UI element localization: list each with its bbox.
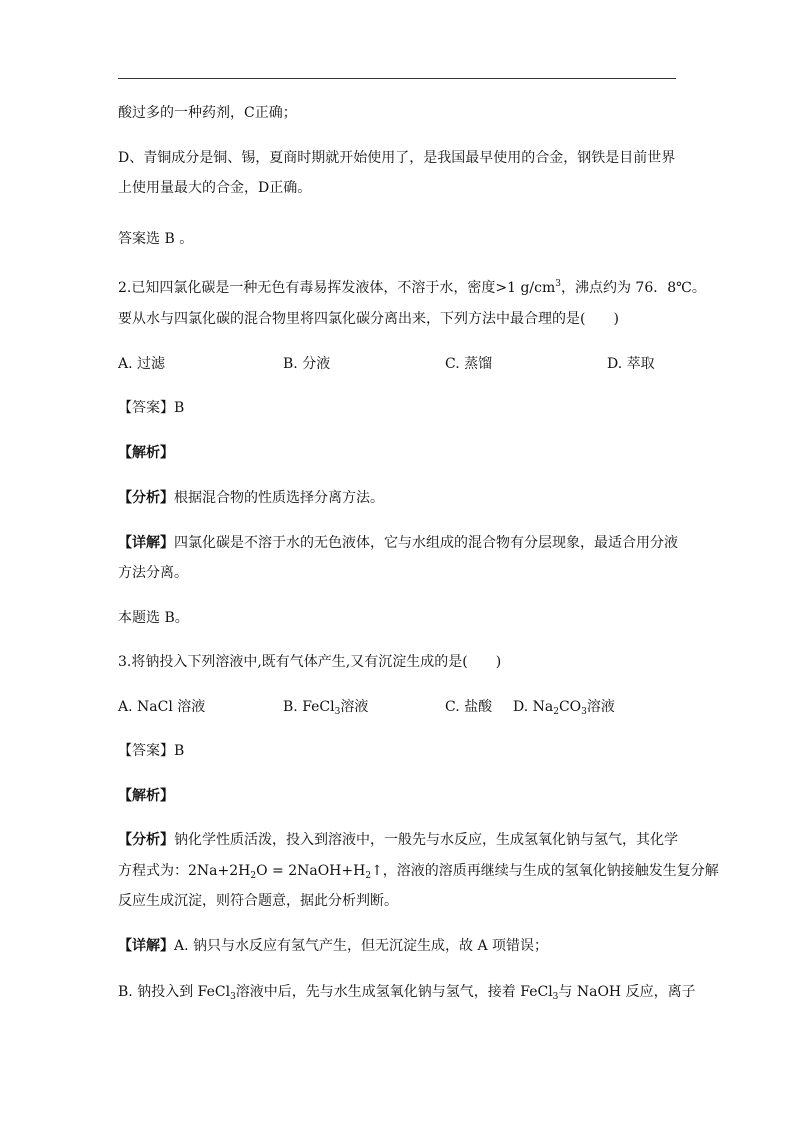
question-3-option-c: C. 盐酸 bbox=[445, 699, 493, 715]
question-2-fenxi-text: 根据混合物的性质选择分离方法。 bbox=[174, 490, 384, 506]
question-3-detail-b-post: 与 NaOH 反应，离子 bbox=[558, 984, 696, 1000]
question-2-option-b: B. 分液 bbox=[283, 356, 331, 372]
question-3-option-d-pre: D. Na bbox=[513, 699, 554, 715]
question-2-answer: 【答案】B bbox=[118, 400, 185, 416]
question-2-stem-superscript: 3 bbox=[555, 279, 561, 289]
question-3-fenxi-line-3: 反应生成沉淀，则符合题意，据此分析判断。 bbox=[118, 893, 398, 909]
question-3-detail-b-subscript-1: 3 bbox=[230, 992, 236, 1002]
question-3-detail-a-text: A. 钠只与水反应有氢气产生，但无沉淀生成，故 A 项错误； bbox=[174, 938, 549, 954]
question-3-analysis-heading: 【解析】 bbox=[118, 788, 174, 804]
question-3-detail-a bbox=[118, 936, 548, 956]
paragraph-d-line-1: D、青铜成分是铜、锡，夏商时期就开始使用了，是我国最早使用的合金，钢铁是目前世界 bbox=[118, 150, 676, 166]
question-3-fenxi-eq-c: ↑，溶液的溶质再继续与生成的氢氧化钠接触发生复分解 bbox=[371, 863, 719, 879]
question-3-fenxi-eq-a: 方程式为：2Na+2H bbox=[118, 863, 251, 879]
question-3-stem: 3.将钠投入下列溶液中,既有气体产生,又有沉淀生成的是( ) bbox=[118, 654, 502, 670]
question-3-option-b-post: 溶液 bbox=[340, 699, 369, 715]
question-3-option-b bbox=[283, 697, 368, 717]
question-2-fenxi bbox=[118, 488, 384, 508]
question-3-answer: 【答案】B bbox=[118, 743, 185, 759]
question-2-analysis-heading: 【解析】 bbox=[118, 445, 174, 461]
question-3-option-d-subscript-2: 3 bbox=[581, 707, 587, 717]
question-2-option-c: C. 蒸馏 bbox=[445, 356, 493, 372]
question-3-detail-label: 【详解】 bbox=[118, 938, 174, 954]
question-2-detail-line-1 bbox=[118, 533, 678, 553]
question-2-fenxi-label: 【分析】 bbox=[118, 490, 174, 506]
question-3-fenxi-line-1 bbox=[118, 830, 678, 850]
question-3-fenxi-eq-b: O = 2NaOH+H bbox=[256, 863, 366, 879]
question-2-detail-line-2: 方法分离。 bbox=[118, 565, 188, 581]
question-2-stem-text-a: 2.已知四氯化碳是一种无色有毒易挥发液体，不溶于水，密度>1 g/cm bbox=[118, 280, 556, 296]
question-3-detail-b-subscript-2: 3 bbox=[552, 992, 559, 1002]
question-3-fenxi-eq-sub-1: 2 bbox=[250, 871, 257, 881]
question-2-stem-line-1 bbox=[118, 278, 706, 298]
question-2-detail-label: 【详解】 bbox=[118, 535, 174, 551]
question-3-option-b-subscript: 3 bbox=[334, 707, 341, 717]
question-3-detail-b-mid: 溶液中后，先与水生成氢氧化钠与氢气，接着 FeCl bbox=[235, 984, 553, 1000]
question-3-option-a: A. NaCl 溶液 bbox=[118, 699, 206, 715]
question-3-detail-b-pre: B. 钠投入到 FeCl bbox=[118, 984, 231, 1000]
paragraph-d-line-2: 上使用量最大的合金，D正确。 bbox=[118, 180, 312, 196]
question-3-detail-b bbox=[118, 982, 696, 1002]
question-3-option-d-mid: CO bbox=[558, 699, 582, 715]
question-3-fenxi-eq-sub-2: 2 bbox=[365, 871, 372, 881]
question-2-stem-text-b: ，沸点约为 76．8℃。 bbox=[560, 280, 706, 296]
paragraph-c-conclusion: 酸过多的一种药剂，C正确； bbox=[118, 105, 297, 121]
question-2-option-d: D. 萃取 bbox=[607, 356, 655, 372]
question-3-option-b-pre: B. FeCl bbox=[283, 699, 335, 715]
question-3-fenxi-line-2 bbox=[118, 861, 719, 881]
question-2-detail-text: 四氯化碳是不溶于水的无色液体，它与水组成的混合物有分层现象，最适合用分液 bbox=[174, 535, 678, 551]
question-2-conclusion: 本题选 B。 bbox=[118, 610, 189, 626]
question-3-option-d-subscript-1: 2 bbox=[553, 707, 559, 717]
question-3-option-d bbox=[513, 697, 615, 717]
answer-choice-b: 答案选 B 。 bbox=[118, 231, 194, 247]
question-2-option-a: A. 过滤 bbox=[118, 356, 166, 372]
question-3-option-d-post: 溶液 bbox=[586, 699, 615, 715]
header-rule bbox=[118, 78, 676, 79]
question-2-stem-line-2: 要从水与四氯化碳的混合物里将四氯化碳分离出来，下列方法中最合理的是( ) bbox=[118, 311, 619, 327]
question-3-fenxi-label: 【分析】 bbox=[118, 832, 174, 848]
question-3-fenxi-text-1: 钠化学性质活泼，投入到溶液中，一般先与水反应，生成氢氧化钠与氢气，其化学 bbox=[174, 832, 678, 848]
